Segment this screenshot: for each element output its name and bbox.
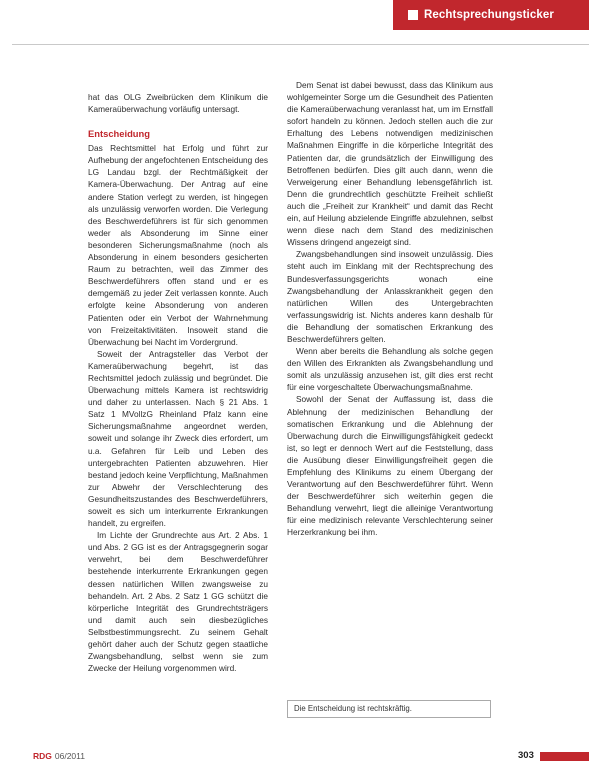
body-paragraph: Im Lichte der Grundrechte aus Art. 2 Abs. 1 und Abs. 2 GG ist es der Antragsgegnerin sogar verwehrt, bei dem Beschwerdeführer bestehende interkurrente Erkrankungen gegen dessen natürlichen Willen zwangsweise zu behandeln. Art. 2 Abs. 2 Satz 1 GG schützt die körperliche Integrität des Grundrechtsträgers und damit auch sein diesbezügliches Selbstbestimmungsrecht. Zu seinem Gehalt gehört daher auch der Schutz gegen staatliche Zwangsbehandlung, selbst wenn sie zum Zwecke der Heilung vorgenommen wird. [88,530,268,674]
top-divider [12,44,589,45]
square-icon [408,10,418,20]
body-paragraph: Soweit der Antragsteller das Verbot der Kameraüberwachung begehrt, ist das Rechtsmittel jedoch zulässig und begründet. Die Überwachung mittels Kamera ist rechtswidrig und daher zu unterlassen. Nach § 21 Abs. 1 Satz 1 MVollzG Rheinland Pfalz kann eine Sicherungsmaßnahme angeordnet werden, soweit und solange ihr Zweck dies erfordert, um u.a. Gefahren für Leib und Leben des untergebrachten Patienten abzuwehren. Hier bestand jedoch keine Verpflichtung, Maßnahmen zur Abwehr der Verschlechterung des Gesundheitszustandes des Beschwerdeführers, soweit es sich um interkurrente Erkrankungen handelt, zu ergreifen. [88,348,268,529]
body-paragraph: Sowohl der Senat der Auffassung ist, dass die Ablehnung der medizinischen Behandlung der somatischen Erkrankung und die Ablehnung der Überwachung durch die Einwilligungsfähigkeit gedeckt ist, so legt er dennoch Wert auf die Feststellung, dass die Ausübung dieser Einwilligungsfreiheit gegen die Empfehlung des Klinikums zu einem Übergang der Verantwortung auf den Beschwerdeführer führt. Wenn der Beschwerdeführer sich weiterhin gegen die Behandlung verwehrt, liegt die alleinige Verantwortung für eine medizinisch relevante Verschlechterung seiner Herzerkrankung bei ihm. [287,394,493,538]
body-paragraph: Zwangsbehandlungen sind insoweit unzulässig. Dies steht auch im Einklang mit der Rechtsprechung des Bundesverfassungsgerichts wonach eine Zwangsbehandlung der Anlasskrankheit gegen den natürlichen Willen des Untergebrachten verfassungswidrig ist. Nichts anderes kann deshalb für die Behandlung der somatischen Erkrankung des Beschwerdeführers gelten. [287,249,493,344]
body-paragraph: Wenn aber bereits die Behandlung als solche gegen den Willen des Erkrankten als Zwangsbehandlung und somit als unzulässig anzusehen ist, gilt dies erst recht für eine vorgeschaltete Überwachungsmaßnahme. [287,346,493,393]
legal-status-note: Die Entscheidung ist rechtskräftig. [287,700,491,718]
right-text-column [287,79,493,539]
body-paragraph: Das Rechtsmittel hat Erfolg und führt zur Aufhebung der angefochtenen Entscheidung des LG Landau bzgl. der Rechtmäßigkeit der Kamera-Überwachung. Der Antrag auf eine andere Station verlegt zu werden, ist hingegen als unzulässig verworfen worden. Die Verlegung des Beschwerdeführers ist für sich genommen weder als Absonderung im Sinne einer besonderen Sicherungsmaßnahme (noch als Absonderung in einem besonders gesicherten Raum zu betrachten, weil das Zimmer des Beschwerdeführers offen stand und er es demgemäß zu jeder Zeit verlassen konnte. Auch erfolgte keine Absonderung von anderen Patienten oder ein Verbot der Wahrnehmung von Freizeitaktivitäten. Insoweit stand die Überwachung bei Nacht im Vordergrund. [88,143,268,347]
footer-issue-date: 06/2011 [54,751,85,761]
footer-accent-bar [540,752,589,761]
section-heading-entscheidung: Entscheidung [88,128,150,140]
footer-issue [33,751,85,761]
intro-paragraph: hat das OLG Zweibrücken dem Klinikum die Kameraüberwachung vorläufig untersagt. [88,92,268,115]
body-paragraph: Dem Senat ist dabei bewusst, dass das Klinikum aus wohlgemeinter Sorge um die Gesundheit des Patienten die Kameraüberwachung veranlasst hat, um im Ernstfall sofort handeln zu können. Jedoch stellen auch die zur Erhaltung des Lebens notwendigen medizinischen Maßnahmen Eingriffe in die körperliche Integrität des Patienten dar, die grundsätzlich der Einwilligung des Betroffenen bedürfen. Dies gilt auch dann, wenn die Verweigerung einer Behandlung lebensgefährlich ist. Denn die grundrechtlich geschützte Freiheit schließt auch die „Freiheit zur Krankheit“ und damit das Recht ein, auf Heilung abzielende Eingriffe abzulehnen, selbst wenn diese nach dem Stand des medizinischen Wissens dringend angezeigt sind. [287,80,493,248]
footer-brand: RDG [33,751,52,761]
paragraph-gap [88,115,268,127]
page-number: 303 [518,750,534,761]
section-header-title: Rechtsprechungsticker [424,9,554,21]
left-text-column [88,91,268,674]
section-header-bar [393,0,589,30]
